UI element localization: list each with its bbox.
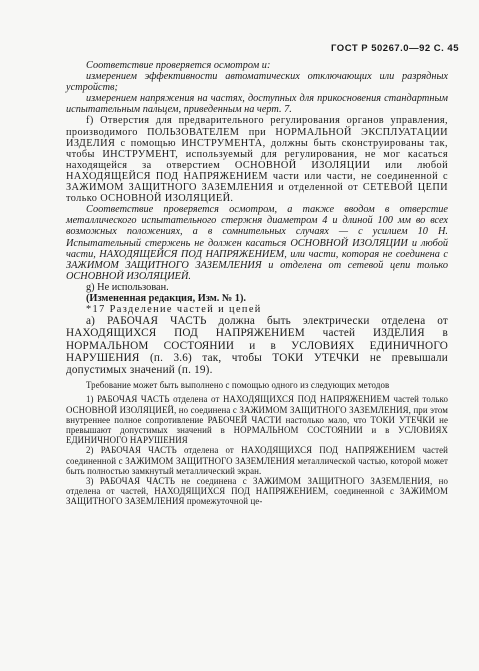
paragraph: а) РАБОЧАЯ ЧАСТЬ должна быть электрически отделена от НАХОДЯЩИХСЯ ПОД НАПРЯЖЕНИЕМ частей ИЗДЕЛИЯ в НОРМАЛЬНОМ СОСТОЯНИИ и в УСЛОВИЯХ ЕДИНИЧНОГО НАРУШЕНИЯ (п. 3.6) так, чтобы ТОКИ УТЕЧКИ не превышали допустимых значений (п. 19). bbox=[66, 315, 448, 376]
body-text bbox=[66, 60, 448, 507]
paragraph: Соответствие проверяется осмотром, а также вводом в отверстие металлического испытательного стержня диаметром 4 и длиной 100 мм во всех возможных положениях, а в сомнительных случаях — с усилием 10 Н. Испытательный стержень не должен касаться ОСНОВНОЙ ИЗОЛЯЦИИ и любой части, НАХОДЯЩЕЙСЯ ПОД НАПРЯЖЕНИЕМ, или части, которая не соединена с ЗАЖИМОМ ЗАЩИТНОГО ЗАЗЕМЛЕНИЯ и отделена от сетевой цепи только ОСНОВНОЙ ИЗОЛЯЦИЕЙ. bbox=[66, 204, 448, 282]
paragraph: измерением эффективности автоматических отключающих или разрядных устройств; bbox=[66, 71, 448, 94]
running-header: ГОСТ Р 50267.0—92 С. 45 bbox=[331, 43, 459, 54]
paragraph: f) Отверстия для предварительного регулирования органов управления, производимого ПОЛЬЗОВАТЕЛЕМ при НОРМАЛЬНОЙ ЭКСПЛУАТАЦИИ ИЗДЕЛИЯ с помощью ИНСТРУМЕНТА, должны быть сконструированы так, чтобы ИНСТРУМЕНТ, используемый для регулирования, не мог касаться находящейся за отверстием ОСНОВНОЙ ИЗОЛЯЦИИ или любой НАХОДЯЩЕЙСЯ ПОД НАПРЯЖЕНИЕМ части или части, не соединенной с ЗАЖИМОМ ЗАЩИТНОГО ЗАЗЕМЛЕНИЯ и отделенной от СЕТЕВОЙ ЦЕПИ только ОСНОВНОЙ ИЗОЛЯЦИЕЙ. bbox=[66, 115, 448, 205]
paragraph: 3) РАБОЧАЯ ЧАСТЬ не соединена с ЗАЖИМОМ ЗАЩИТНОГО ЗАЗЕМЛЕНИЯ, но отделена от частей, НАХОДЯЩИХСЯ ПОД НАПРЯЖЕНИЕМ, соединенной с ЗАЖИМОМ ЗАЩИТНОГО ЗАЗЕМЛЕНИЯ промежуточной це- bbox=[66, 476, 448, 507]
paragraph: Соответствие проверяется осмотром и: bbox=[86, 60, 271, 71]
paragraph: *17 Разделение частей и цепей bbox=[86, 304, 262, 316]
paragraph: 2) РАБОЧАЯ ЧАСТЬ отделена от НАХОДЯЩИХСЯ ПОД НАПРЯЖЕНИЕМ частей соединенной с ЗАЖИМОМ ЗАЩИТНОГО ЗАЗЕМЛЕНИЯ металлической частью, которой может быть полностью замкнутый металлический экран. bbox=[66, 445, 448, 476]
paragraph: (Измененная редакция, Изм. № 1). bbox=[86, 292, 246, 304]
paragraph: Требование может быть выполнено с помощью одного из следующих методов bbox=[86, 380, 390, 391]
paragraph: 1) РАБОЧАЯ ЧАСТЬ отделена от НАХОДЯЩИХСЯ ПОД НАПРЯЖЕНИЕМ частей только ОСНОВНОЙ ИЗОЛЯЦИЕЙ, но соединена с ЗАЖИМОМ ЗАЩИТНОГО ЗАЗЕМЛЕНИЯ, при этом внутреннее полное сопротивление РАБОЧЕЙ ЧАСТИ настолько мало, что ТОКИ УТЕЧКИ не превышают допустимых значений в НОРМАЛЬНОМ СОСТОЯНИИ и в УСЛОВИЯХ ЕДИНИЧНОГО НАРУШЕНИЯ bbox=[66, 394, 448, 446]
paragraph: g) Не использован. bbox=[86, 281, 169, 293]
paragraph: измерением напряжения на частях, доступных для прикосновения стандартным испытательным пальцем, приведенным на черт. 7. bbox=[66, 93, 448, 116]
